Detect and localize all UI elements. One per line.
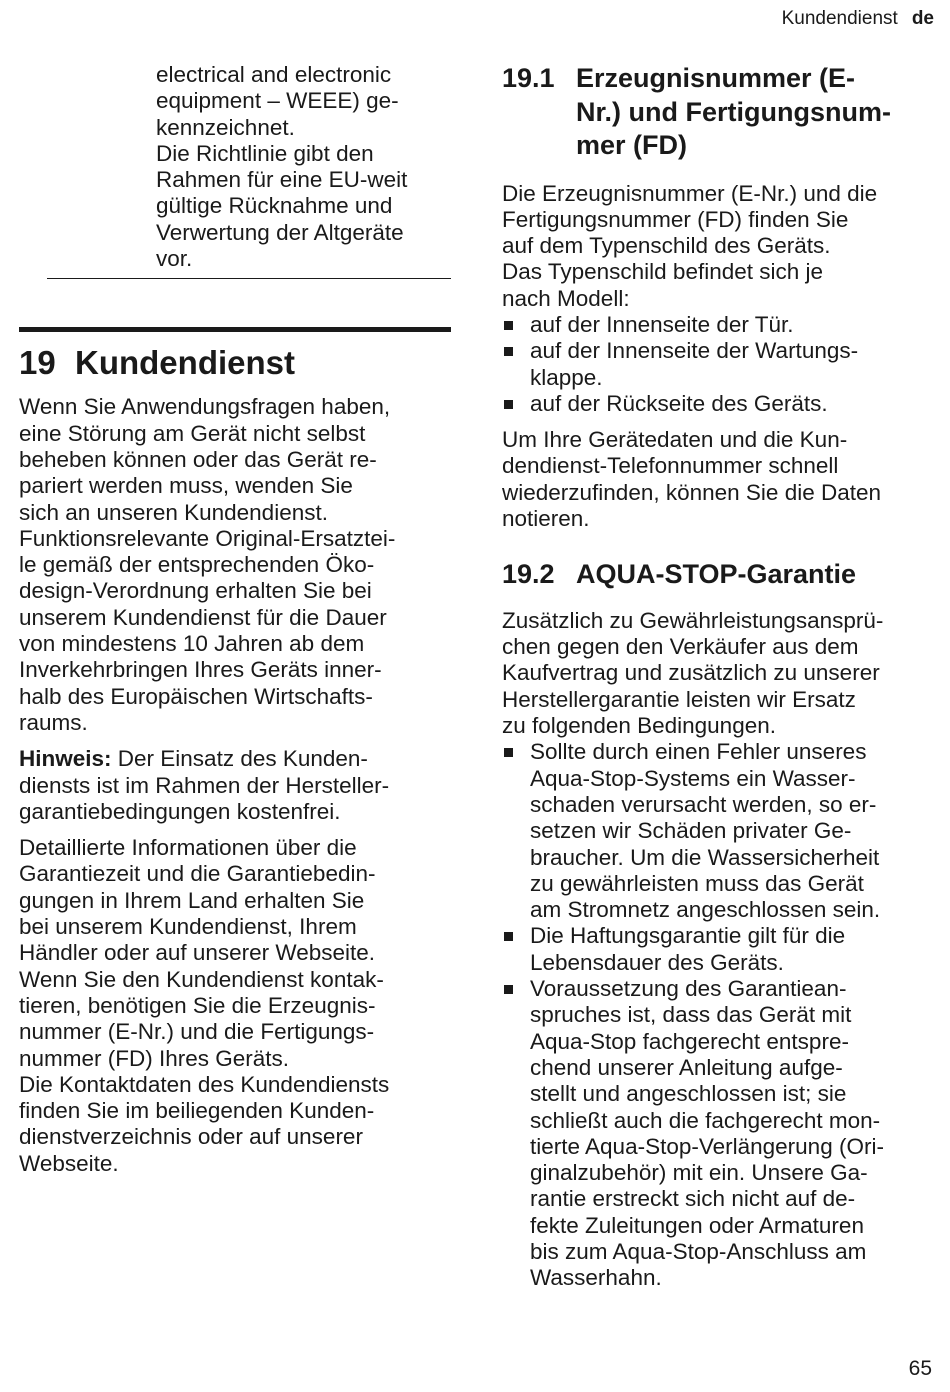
header-section-title: Kundendienst (781, 8, 898, 29)
list-item (502, 739, 938, 923)
text-line: Die Richtlinie gibt den (156, 140, 374, 166)
text-line: chen gegen den Verkäufer aus dem (502, 634, 859, 660)
text-line: nach Modell: (502, 285, 630, 311)
text-line: Garantiezeit und die Garantiebedin- (19, 861, 376, 887)
text-line: pariert werden muss, wenden Sie (19, 473, 353, 499)
text-line: fekte Zuleitungen oder Armaturen (530, 1212, 864, 1238)
text-line: Die Kontaktdaten des Kundendiensts (19, 1071, 390, 1097)
text-line: design-Verordnung erhalten Sie bei (19, 578, 372, 604)
right-column (502, 62, 938, 1292)
list-item (502, 923, 938, 976)
note-text: Der Einsatz des Kunden- (111, 746, 368, 772)
paragraph-note-data (502, 427, 938, 532)
text-line: auf dem Typenschild des Geräts. (502, 233, 831, 259)
bullet-square-icon (504, 347, 513, 356)
text-line: gungen in Ihrem Land erhalten Sie (19, 887, 365, 913)
text-line: Aqua-Stop fachgerecht entspre- (530, 1028, 849, 1054)
text-line: braucher. Um die Wassersicherheit (530, 844, 880, 870)
spacer (19, 736, 451, 746)
text-line: notieren. (502, 506, 590, 532)
note-label: Hinweis: (19, 746, 112, 772)
text-line: stellt und angeschlossen ist; sie (530, 1081, 847, 1107)
text-line: vor. (156, 246, 193, 272)
text-line: garantiebedingungen kostenfrei. (19, 798, 341, 824)
text-line: rantie erstreckt sich nicht auf de- (530, 1186, 856, 1212)
text-line: raums. (19, 709, 88, 735)
text-line: Die Erzeugnisnummer (E-Nr.) und die (502, 180, 878, 206)
text-line: setzen wir Schäden privater Ge- (530, 818, 852, 844)
text-line: sich an unseren Kundendienst. (19, 499, 328, 525)
text-line: eine Störung am Gerät nicht selbst (19, 420, 366, 446)
text-line: spruches ist, dass das Gerät mit (530, 1002, 852, 1028)
section-heading-19-1 (502, 62, 938, 163)
text-line: unserem Kundendienst für die Dauer (19, 604, 387, 630)
paragraph-customer-service (19, 394, 451, 736)
chapter-title: Kundendienst (75, 344, 295, 382)
text-line: kennzeichnet. (156, 114, 295, 140)
text-line: Händler oder auf unserer Webseite. (19, 940, 376, 966)
header-language-code: de (911, 8, 934, 29)
text-line: auf der Rückseite des Geräts. (530, 390, 828, 416)
title-line: Erzeugnisnummer (E- (576, 63, 856, 93)
text-line: gültige Rücknahme und (156, 193, 393, 219)
text-line: Um Ihre Gerätedaten und die Kun- (502, 427, 848, 453)
text-line: Sollte durch einen Fehler unseres (530, 739, 867, 765)
text-line: equipment – WEEE) ge- (156, 88, 399, 114)
note-paragraph (19, 746, 451, 825)
text-line: Wasserhahn. (530, 1265, 662, 1291)
text-line: bei unserem Kundendienst, Ihrem (19, 914, 357, 940)
section-title: AQUA-STOP-Garantie (576, 559, 857, 590)
text-line: chend unserer Anleitung aufge- (530, 1054, 843, 1080)
divider-thin (47, 278, 451, 279)
text-line: Webseite. (19, 1150, 119, 1176)
text-line: klappe. (530, 364, 603, 390)
text-line: Wenn Sie Anwendungsfragen haben, (19, 394, 391, 420)
text-line: Das Typenschild befindet sich je (502, 259, 824, 285)
text-line (19, 746, 451, 772)
bullet-square-icon (504, 321, 513, 330)
paragraph-warranty-info (19, 835, 451, 1177)
chapter-divider (19, 327, 451, 332)
text-line: von mindestens 10 Jahren ab dem (19, 631, 365, 657)
text-line: le gemäß der entsprechenden Öko- (19, 552, 375, 578)
text-line: tierte Aqua-Stop-Verlängerung (Ori- (530, 1133, 884, 1159)
text-line: Wenn Sie den Kundendienst kontak- (19, 966, 384, 992)
text-line: Kaufvertrag und zusätzlich zu unserer (502, 660, 880, 686)
text-line: Detaillierte Informationen über die (19, 835, 357, 861)
text-line: auf der Innenseite der Wartungs- (530, 338, 859, 364)
text-line: Fertigungsnummer (FD) finden Sie (502, 206, 849, 232)
text-line: Herstellergarantie leisten wir Ersatz (502, 686, 856, 712)
chapter-number: 19 (19, 344, 56, 382)
paragraph-type-plate (502, 181, 938, 312)
text-line: Rahmen für eine EU-weit (156, 167, 408, 193)
bullet-square-icon (504, 400, 513, 409)
text-line: dienstverzeichnis oder auf unserer (19, 1124, 363, 1150)
spacer (502, 417, 938, 427)
text-line: schließt auch die fachgerecht mon- (530, 1107, 881, 1133)
text-line: zu folgenden Bedingungen. (502, 713, 776, 739)
left-column (19, 62, 451, 1177)
text-line: Funktionsrelevante Original-Ersatztei- (19, 525, 396, 551)
paragraph-aqua-stop-intro (502, 608, 938, 739)
list-item (502, 312, 938, 338)
section-title (576, 62, 891, 163)
list-item (502, 976, 938, 1292)
text-line: Voraussetzung des Garantiean- (530, 976, 847, 1002)
text-line: dendienst-Telefonnummer schnell (502, 453, 839, 479)
spacer (502, 163, 938, 181)
page-number: 65 (908, 1357, 932, 1380)
text-line: Aqua-Stop-Systems ein Wasser- (530, 765, 856, 791)
text-line: Verwertung der Altgeräte (156, 219, 404, 245)
text-line: bis zum Aqua-Stop-Anschluss am (530, 1238, 867, 1264)
section-heading-19-2 (502, 558, 938, 592)
text-line: electrical and electronic (156, 62, 392, 87)
aqua-stop-conditions-list (502, 739, 938, 1291)
text-line: zu gewährleisten muss das Gerät (530, 870, 864, 896)
text-line: auf der Innenseite der Tür. (530, 311, 794, 337)
text-line: am Stromnetz angeschlossen sein. (530, 897, 881, 923)
text-line: beheben können oder das Gerät re- (19, 446, 377, 472)
section-number: 19.2 (502, 559, 555, 590)
intro-paragraph (156, 62, 451, 272)
text-line: diensts ist im Rahmen der Hersteller- (19, 772, 390, 798)
text-line: halb des Europäischen Wirtschafts- (19, 683, 373, 709)
text-line: Inverkehrbringen Ihres Geräts inner- (19, 657, 382, 683)
running-header (782, 8, 934, 30)
bullet-square-icon (504, 985, 513, 994)
bullet-square-icon (504, 932, 513, 941)
title-line: Nr.) und Fertigungsnum- (576, 96, 891, 127)
spacer (502, 592, 938, 608)
section-number: 19.1 (502, 63, 555, 93)
spacer (502, 532, 938, 558)
list-item (502, 338, 938, 391)
text-line: nummer (E-Nr.) und die Fertigungs- (19, 1019, 375, 1045)
spacer (19, 825, 451, 835)
chapter-heading (19, 344, 451, 382)
text-line: finden Sie im beiliegenden Kunden- (19, 1098, 375, 1124)
text-line: tieren, benötigen Sie die Erzeugnis- (19, 992, 376, 1018)
text-line: schaden verursacht werden, so er- (530, 791, 877, 817)
bullet-square-icon (504, 748, 513, 757)
title-line: mer (FD) (576, 130, 688, 160)
text-line: wiederzufinden, können Sie die Daten (502, 479, 882, 505)
text-line: Zusätzlich zu Gewährleistungsansprü- (502, 607, 884, 633)
list-item (502, 391, 938, 417)
text-line: ginalzubehör) mit ein. Unsere Ga- (530, 1160, 868, 1186)
text-line: nummer (FD) Ihres Geräts. (19, 1045, 290, 1071)
text-line: Lebensdauer des Geräts. (530, 949, 784, 975)
type-plate-location-list (502, 312, 938, 417)
text-line: Die Haftungsgarantie gilt für die (530, 923, 846, 949)
